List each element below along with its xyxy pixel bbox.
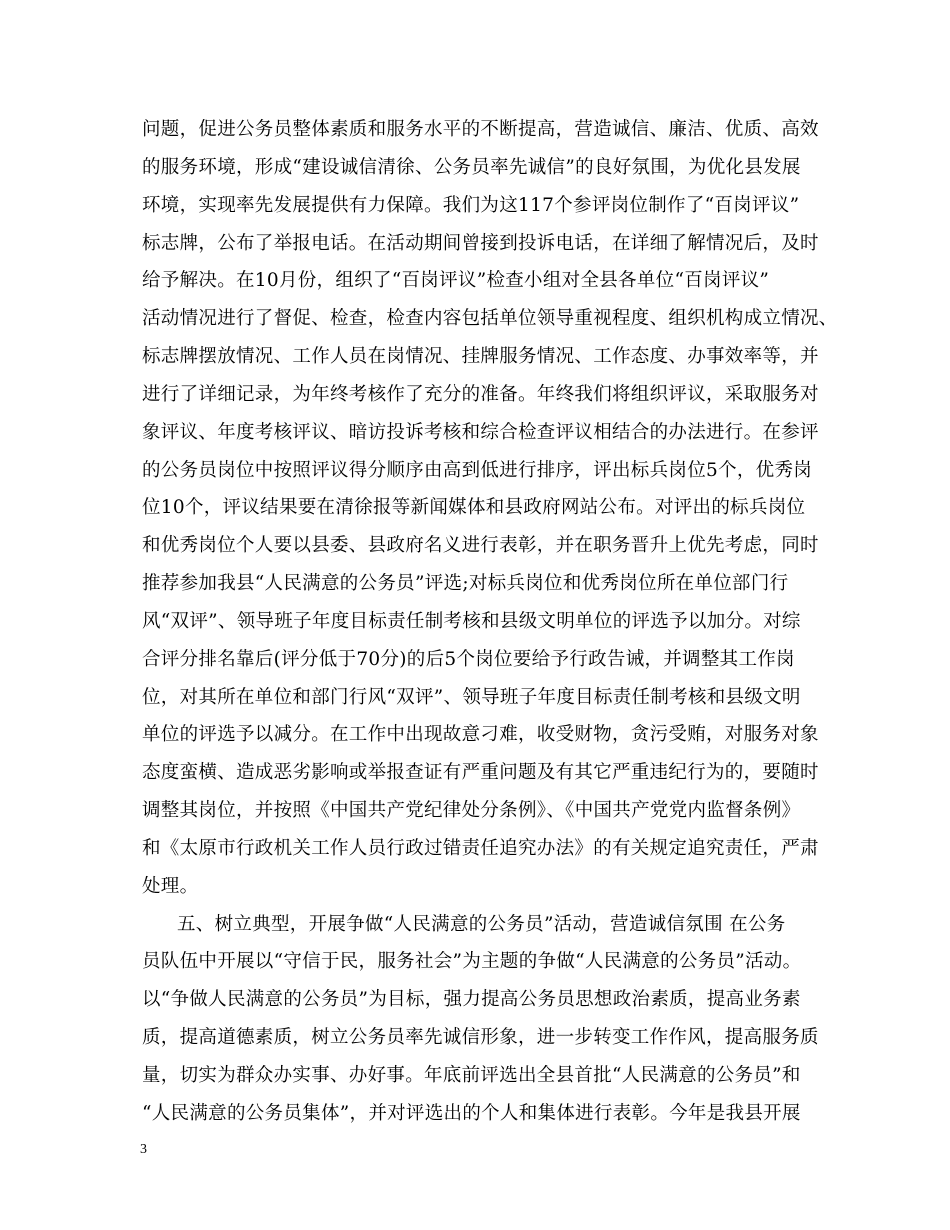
text-line: 量，切实为群众办实事、办好事。年底前评选出全县首批“人民满意的公务员”和 — [142, 1065, 801, 1086]
text-line: 五、树立典型，开展争做“人民满意的公务员”活动，营造诚信氛围 在公务 — [177, 914, 786, 935]
text-line: 标志牌，公布了举报电话。在活动期间曾接到投诉电话，在详细了解情况后，及时 — [142, 233, 819, 254]
text-line: 单位的评选予以减分。在工作中出现故意刁难，收受财物，贪污受贿，对服务对象 — [142, 724, 819, 745]
text-line: 和优秀岗位个人要以县委、县政府名义进行表彰，并在职务晋升上优先考虑，同时 — [142, 535, 819, 556]
text-line: 以“争做人民满意的公务员”为目标，强力提高公务员思想政治素质，提高业务素 — [142, 989, 801, 1010]
text-line: 位，对其所在单位和部门行风“双评”、领导班子年度目标责任制考核和县级文明 — [142, 687, 801, 708]
text-line: 标志牌摆放情况、工作人员在岗情况、挂牌服务情况、工作态度、办事效率等，并 — [142, 346, 819, 367]
text-line: 位10个，评议结果要在清徐报等新闻媒体和县政府网站公布。对评出的标兵岗位 — [142, 497, 806, 518]
text-line: 合评分排名靠后(评分低于70分)的后5个岗位要给予行政告诫，并调整其工作岗 — [142, 649, 795, 670]
text-line: 质，提高道德素质，树立公务员率先诚信形象，进一步转变工作作风，提高服务质 — [142, 1027, 819, 1048]
text-line: 给予解决。在10月份，组织了“百岗评议”检查小组对全县各单位“百岗评议” — [142, 270, 770, 291]
text-line: 象评议、年度考核评议、暗访投诉考核和综合检查评议相结合的办法进行。在参评 — [142, 422, 819, 443]
page-number: 3 — [140, 1142, 147, 1157]
text-line: “人民满意的公务员集体”，并对评选出的个人和集体进行表彰。今年是我县开展 — [142, 1103, 801, 1124]
text-line: 和《太原市行政机关工作人员行政过错责任追究办法》的有关规定追究责任，严肃 — [142, 838, 819, 859]
text-line: 进行了详细记录，为年终考核作了充分的准备。年终我们将组织评议，采取服务对 — [142, 384, 819, 405]
text-line: 的公务员岗位中按照评议得分顺序由高到低进行排序，评出标兵岗位5个，优秀岗 — [142, 460, 813, 481]
text-line: 处理。 — [142, 876, 199, 897]
text-line: 环境，实现率先发展提供有力保障。我们为这117个参评岗位制作了“百岗评议” — [142, 195, 800, 216]
text-line: 调整其岗位，并按照《中国共产党纪律处分条例》、《中国共产党党内监督条例》 — [142, 800, 801, 821]
text-line: 态度蛮横、造成恶劣影响或举报查证有严重问题及有其它严重违纪行为的，要随时 — [142, 762, 819, 783]
text-line: 问题，促进公务员整体素质和服务水平的不断提高，营造诚信、廉洁、优质、高效 — [142, 119, 819, 140]
text-line: 推荐参加我县“人民满意的公务员”评选;对标兵岗位和优秀岗位所在单位部门行 — [142, 573, 789, 594]
text-line: 员队伍中开展以“守信于民，服务社会”为主题的争做“人民满意的公务员”活动。 — [142, 951, 802, 972]
text-line: 的服务环境，形成“建设诚信清徐、公务员率先诚信”的良好氛围，为优化县发展 — [142, 157, 801, 178]
text-line: 风“双评”、领导班子年度目标责任制考核和县级文明单位的评选予以加分。对综 — [142, 611, 801, 632]
text-line: 活动情况进行了督促、检查，检查内容包括单位领导重视程度、组织机构成立情况、 — [142, 308, 838, 329]
